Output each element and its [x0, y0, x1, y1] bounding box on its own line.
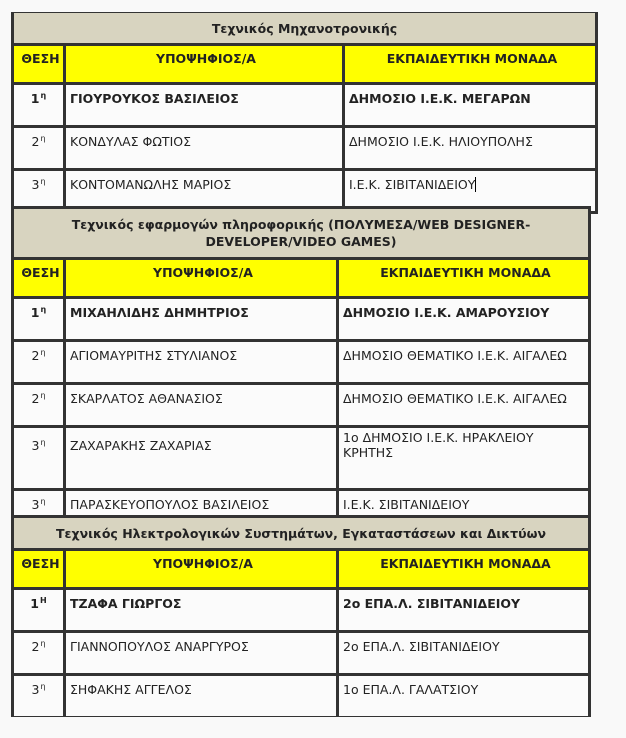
school-cell: 1ο ΔΗΜΟΣΙΟ Ι.Ε.Κ. ΗΡΑΚΛΕΙΟΥ ΚΡΗΤΗΣ	[338, 427, 590, 490]
table-row	[13, 298, 590, 341]
header-candidate: ΥΠΟΨΗΦΙΟΣ/Α	[65, 45, 344, 84]
rank-number: 2	[31, 348, 40, 363]
rank-number: 2	[31, 134, 40, 149]
rank-number: 3	[31, 497, 40, 512]
school-cell: Ι.Ε.Κ. ΣΙΒΙΤΑΝΙΔΕΙΟΥ	[338, 490, 590, 533]
rank-suffix: η	[40, 91, 47, 100]
rank-cell	[13, 384, 65, 427]
rank-suffix: η	[40, 305, 47, 314]
table-row	[13, 341, 590, 384]
school-cell: ΔΗΜΟΣΙΟ Ι.Ε.Κ. ΜΕΓΑΡΩΝ	[344, 84, 597, 127]
table-title: Τεχνικός Ηλεκτρολογικών Συστημάτων, Εγκαταστάσεων και Δικτύων	[13, 517, 590, 550]
table-row	[13, 589, 590, 632]
rank-cell	[13, 127, 65, 170]
header-candidate: ΥΠΟΨΗΦΙΟΣ/Α	[65, 550, 338, 589]
header-school: ΕΚΠΑΙΔΕΥΤΙΚΗ ΜΟΝΑΔΑ	[344, 45, 597, 84]
table-title: Τεχνικός εφαρμογών πληροφορικής (ΠΟΛΥΜΕΣΑ/WEB DESIGNER-DEVELOPER/VIDEO GAMES)	[13, 208, 590, 259]
table-row	[13, 84, 597, 127]
rank-number: 1	[30, 305, 40, 320]
rank-suffix: η	[40, 497, 46, 506]
school-cell: ΔΗΜΟΣΙΟ Ι.Ε.Κ. ΗΛΙΟΥΠΟΛΗΣ	[344, 127, 597, 170]
candidate-cell: ΓΙΑΝΝΟΠΟΥΛΟΣ ΑΝΑΡΓΥΡΟΣ	[65, 632, 338, 675]
table-row	[13, 675, 590, 717]
table-title: Τεχνικός Μηχανοτρονικής	[13, 13, 597, 45]
rank-number: 1	[30, 596, 39, 611]
candidate-cell: ΑΓΙΟΜΑΥΡΙΤΗΣ ΣΤΥΛΙΑΝΟΣ	[65, 341, 338, 384]
rank-suffix: η	[40, 391, 46, 400]
rank-number: 3	[31, 682, 40, 697]
header-candidate: ΥΠΟΨΗΦΙΟΣ/Α	[65, 259, 338, 298]
header-school: ΕΚΠΑΙΔΕΥΤΙΚΗ ΜΟΝΑΔΑ	[338, 259, 590, 298]
table-row	[13, 384, 590, 427]
rank-suffix: η	[40, 177, 46, 186]
rank-suffix: η	[40, 682, 46, 691]
rank-cell	[13, 589, 65, 632]
school-cell: ΔΗΜΟΣΙΟ Ι.Ε.Κ. ΑΜΑΡΟΥΣΙΟΥ	[338, 298, 590, 341]
header-position: ΘΕΣΗ	[13, 550, 65, 589]
ranking-table-informatics	[11, 206, 591, 534]
rank-cell	[13, 632, 65, 675]
candidate-cell: ΠΑΡΑΣΚΕΥΟΠΟΥΛΟΣ ΒΑΣΙΛΕΙΟΣ	[65, 490, 338, 533]
candidate-cell: ΣΗΦΑΚΗΣ ΑΓΓΕΛΟΣ	[65, 675, 338, 717]
candidate-cell: ΖΑΧΑΡΑΚΗΣ ΖΑΧΑΡΙΑΣ	[65, 427, 338, 490]
candidate-cell: ΤΖΑΦΑ ΓΙΩΡΓΟΣ	[65, 589, 338, 632]
table-row	[13, 427, 590, 490]
rank-number: 2	[31, 391, 40, 406]
header-position: ΘΕΣΗ	[13, 45, 65, 84]
candidate-cell: ΓΙΟΥΡΟΥΚΟΣ ΒΑΣΙΛΕΙΟΣ	[65, 84, 344, 127]
rank-suffix: Η	[40, 596, 47, 605]
school-cell: 2ο ΕΠΑ.Λ. ΣΙΒΙΤΑΝΙΔΕΙΟΥ	[338, 589, 590, 632]
rank-number: 3	[31, 177, 40, 192]
candidate-cell: ΜΙΧΑΗΛΙΔΗΣ ΔΗΜΗΤΡΙΟΣ	[65, 298, 338, 341]
ranking-table-mechatronics	[11, 12, 598, 214]
rank-cell	[13, 84, 65, 127]
school-cell: ΔΗΜΟΣΙΟ ΘΕΜΑΤΙΚΟ Ι.Ε.Κ. ΑΙΓΑΛΕΩ	[338, 384, 590, 427]
rank-cell	[13, 341, 65, 384]
school-cell: 1ο ΕΠΑ.Λ. ΓΑΛΑΤΣΙΟΥ	[338, 675, 590, 717]
text-cursor	[475, 177, 476, 192]
rank-number: 1	[30, 91, 40, 106]
rank-number: 2	[31, 639, 40, 654]
table-row	[13, 632, 590, 675]
school-cell: ΔΗΜΟΣΙΟ ΘΕΜΑΤΙΚΟ Ι.Ε.Κ. ΑΙΓΑΛΕΩ	[338, 341, 590, 384]
rank-cell	[13, 298, 65, 341]
rank-cell	[13, 675, 65, 717]
rank-suffix: η	[40, 134, 46, 143]
rank-number: 3	[31, 438, 40, 453]
header-position: ΘΕΣΗ	[13, 259, 65, 298]
candidate-cell: ΚΟΝΤΟΜΑΝΩΛΗΣ ΜΑΡΙΟΣ	[65, 170, 344, 213]
table-row	[13, 127, 597, 170]
candidate-cell: ΚΟΝΔΥΛΑΣ ΦΩΤΙΟΣ	[65, 127, 344, 170]
rank-suffix: η	[40, 438, 46, 447]
school-cell: 2ο ΕΠΑ.Λ. ΣΙΒΙΤΑΝΙΔΕΙΟΥ	[338, 632, 590, 675]
rank-cell	[13, 427, 65, 490]
school-text: Ι.Ε.Κ. ΣΙΒΙΤΑΝΙΔΕΙΟΥ	[349, 177, 476, 192]
rank-suffix: η	[40, 348, 46, 357]
candidate-cell: ΣΚΑΡΛΑΤΟΣ ΑΘΑΝΑΣΙΟΣ	[65, 384, 338, 427]
rank-suffix: η	[40, 639, 46, 648]
header-school: ΕΚΠΑΙΔΕΥΤΙΚΗ ΜΟΝΑΔΑ	[338, 550, 590, 589]
ranking-table-electrical	[11, 515, 591, 717]
